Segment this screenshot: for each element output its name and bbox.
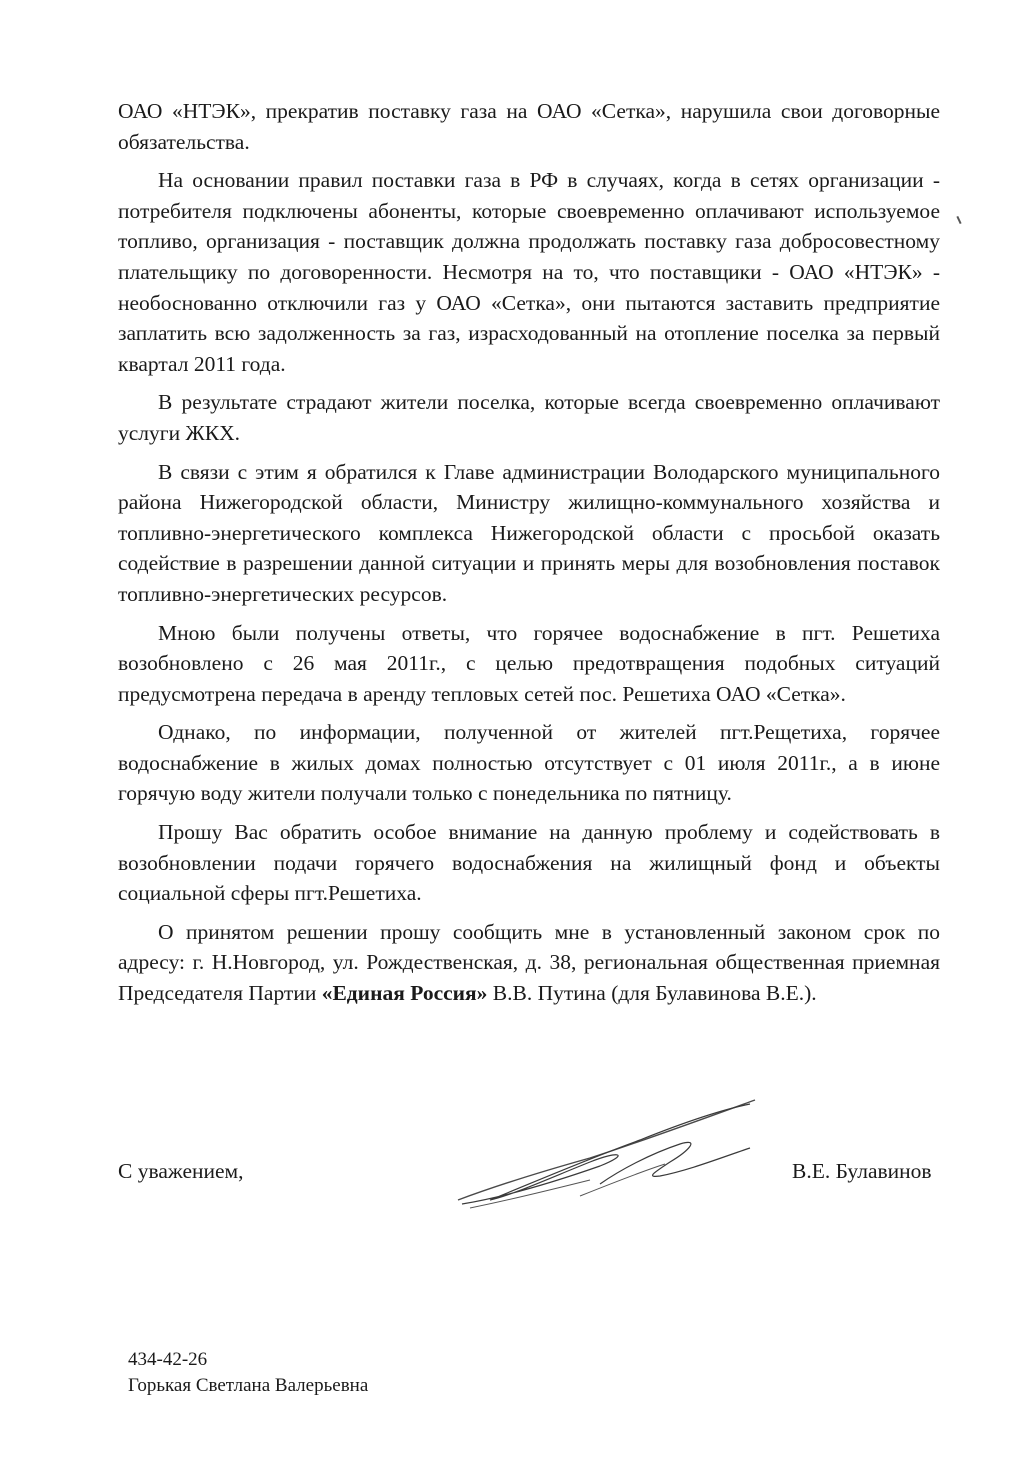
paragraph-8-text-start: О принятом решении прошу сообщить мне в установленный законом срок по адресу: г. Н.Новгород, ул. Рождественская, д. 38, региональная общественная приемная Председателя Партии	[118, 919, 940, 1006]
contact-phone: 434-42-26	[128, 1349, 208, 1370]
handwritten-signature	[450, 1092, 770, 1217]
paragraph-5: Мною были получены ответы, что горячее водоснабжение в пгт. Решетиха возобновлено с 26 мая 2011г., с целью предотвращения подобных ситуаций предусмотрена передача в аренду тепловых сетей пос. Решетиха ОАО «Сетка».	[118, 620, 940, 706]
party-name: «Единая Россия»	[321, 981, 488, 1006]
salutation: С уважением,	[118, 1159, 244, 1183]
footer-contact	[128, 1347, 368, 1399]
paragraph-1: ОАО «НТЭК», прекратив поставку газа на ОАО «Сетка», нарушила свои договорные обязательства.	[118, 99, 940, 154]
letter-body	[118, 96, 940, 1009]
paragraph-6: Однако, по информации, полученной от жителей пгт.Рещетиха, горячее водоснабжение в жилых домах полностью отсутствует с 01 июля 2011г., а в июне горячую воду жители получали только с понедельника по пятницу.	[118, 720, 940, 806]
signer-name: В.Е. Булавинов	[792, 1159, 932, 1183]
paragraph-2: На основании правил поставки газа в РФ в случаях, когда в сетях организации - потребителя подключены абоненты, которые своевременно оплачивают используемое топливо, организация - поставщик должна продолжать поставку газа добросовестному плательщику по договоренности. Несмотря на то, что поставщики - ОАО «НТЭК» - необоснованно отключили газ у ОАО «Сетка», они пытаются заставить предприятие заплатить всю задолженность за газ, израсходованный на отопление поселка за первый квартал 2011 года.	[118, 168, 940, 376]
paragraph-8	[118, 917, 940, 1009]
paragraph-7: Прошу Вас обратить особое внимание на данную проблему и содействовать в возобновлении подачи горячего водоснабжения на жилищный фонд и объекты социальной сферы пгт.Решетиха.	[118, 820, 940, 906]
contact-name: Горькая Светлана Валерьевна	[128, 1375, 369, 1396]
paragraph-4: В связи с этим я обратился к Главе администрации Володарского муниципального района Нижегородской области, Министру жилищно-коммунального хозяйства и топливно-энергетического комплекса Нижегородской области с просьбой оказать содействие в разрешении данной ситуации и принять меры для возобновления поставок топливно-энергетических ресурсов.	[118, 459, 940, 606]
paragraph-8-text-end: В.В. Путина (для Булавинова В.Е.).	[487, 981, 817, 1006]
scan-speck	[956, 216, 961, 224]
paragraph-3: В результате страдают жители поселка, которые всегда своевременно оплачивают услуги ЖКХ.	[118, 390, 940, 445]
